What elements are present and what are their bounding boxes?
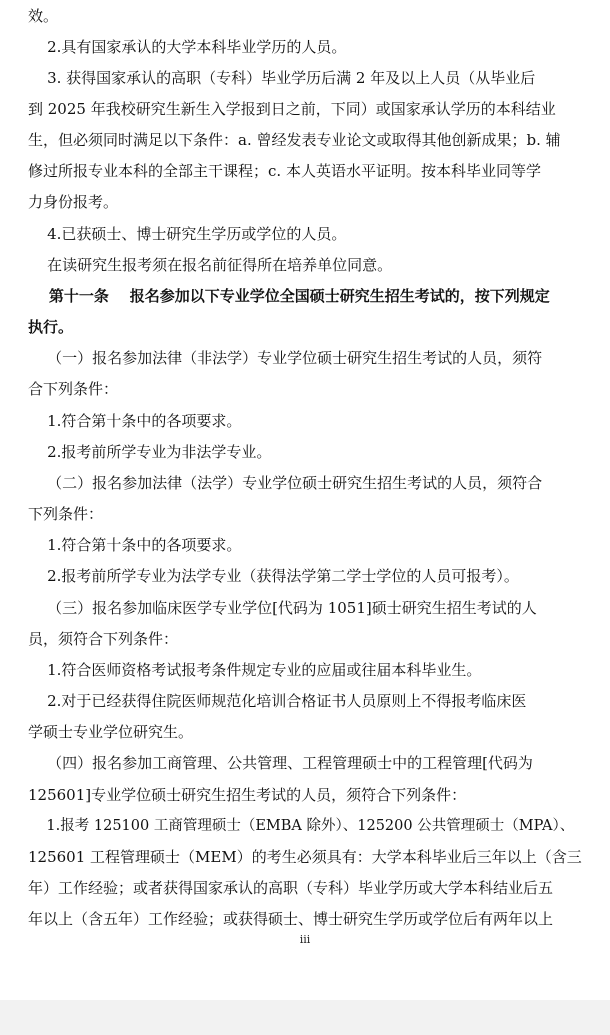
text-line: 2.具有国家承认的大学本科毕业学历的人员。 [28, 38, 347, 56]
text-line: 2.报考前所学专业为法学专业（获得法学第二学士学位的人员可报考）。 [28, 567, 519, 585]
text-line: 年以上（含五年）工作经验；或获得硕士、博士研究生学历或学位后有两年以上 [28, 910, 554, 928]
text-line: 1.符合第十条中的各项要求。 [28, 536, 242, 554]
text-line: 125601 工程管理硕士（MEM）的考生必须具有：大学本科毕业后三年以上（含三 [28, 848, 582, 866]
text-line: 2.报考前所学专业为非法学专业。 [28, 443, 272, 461]
text-line: 力身份报考。 [28, 193, 119, 211]
text-line: 年）工作经验；或者获得国家承认的高职（专科）毕业学历或大学本科结业后五 [28, 879, 554, 897]
text-line: 3. 获得国家承认的高职（专科）毕业学历后满 2 年及以上人员（从毕业后 [28, 69, 536, 87]
text-line: 在读研究生报考须在报名前征得所在培养单位同意。 [28, 256, 393, 274]
text-line: 2.对于已经获得住院医师规范化培训合格证书人员原则上不得报考临床医 [28, 692, 527, 710]
text-line: （一）报名参加法律（非法学）专业学位硕士研究生招生考试的人员，须符 [28, 349, 543, 367]
text-line: 学硕士专业学位研究生。 [28, 723, 194, 741]
text-line: 到 2025 年我校研究生新生入学报到日之前，下同）或国家承认学历的本科结业 [28, 100, 556, 118]
text-line: 效。 [28, 7, 59, 25]
article-heading-continued: 执行。 [28, 318, 74, 336]
text-line: 下列条件： [28, 505, 104, 523]
text-line: 125601]专业学位硕士研究生招生考试的人员，须符合下列条件： [28, 786, 467, 804]
text-line: （四）报名参加工商管理、公共管理、工程管理硕士中的工程管理[代码为 [28, 754, 533, 772]
text-line: 员，须符合下列条件： [28, 630, 179, 648]
text-line: 生，但必须同时满足以下条件：a. 曾经发表专业论文或取得其他创新成果；b. 辅 [28, 131, 561, 149]
text-line: 1.报考 125100 工商管理硕士（EMBA 除外）、125200 公共管理硕士（MPA）、 [28, 818, 575, 834]
text-line: 1.符合第十条中的各项要求。 [28, 412, 242, 430]
text-line: 修过所报专业本科的全部主干课程；c. 本人英语水平证明。按本科毕业同等学 [28, 162, 541, 180]
article-heading: 第十一条 报名参加以下专业学位全国硕士研究生招生考试的，按下列规定 [28, 287, 550, 305]
text-line: 合下列条件： [28, 380, 119, 398]
text-line: 4.已获硕士、博士研究生学历或学位的人员。 [28, 225, 347, 243]
text-line: （二）报名参加法律（法学）专业学位硕士研究生招生考试的人员，须符合 [28, 474, 543, 492]
page-number: iii [299, 933, 311, 946]
text-line: 1.符合医师资格考试报考条件规定专业的应届或往届本科毕业生。 [28, 661, 482, 679]
text-line: （三）报名参加临床医学专业学位[代码为 1051]硕士研究生招生考试的人 [28, 599, 537, 617]
